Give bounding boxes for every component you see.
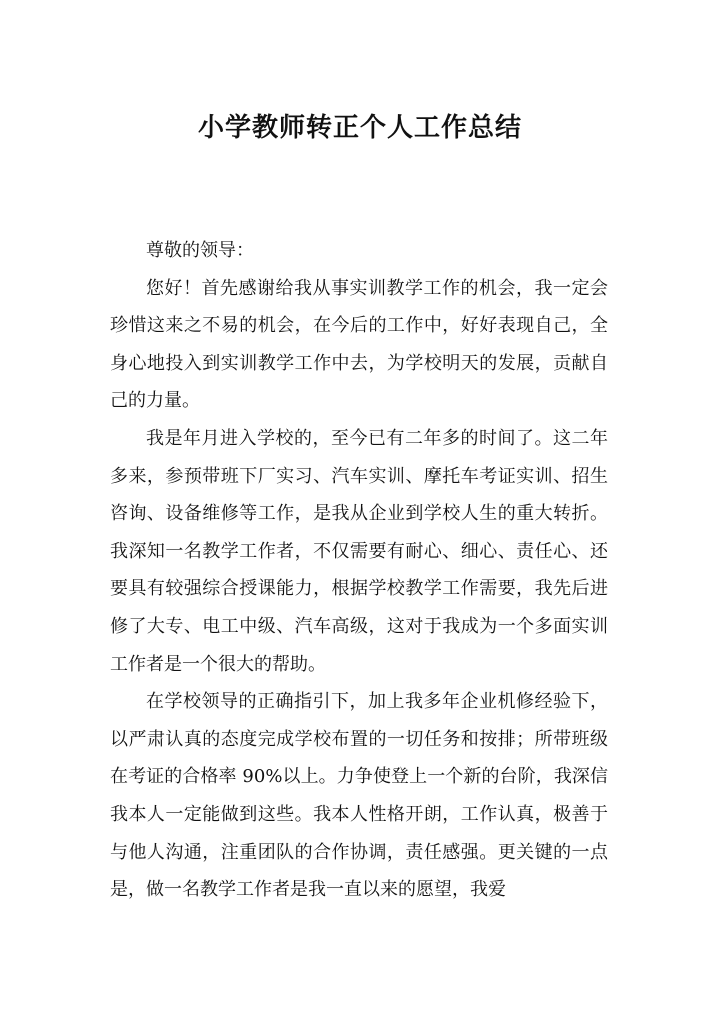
document-title: 小学教师转正个人工作总结 [197,113,522,143]
salutation: 尊敬的领导： [146,240,254,261]
paragraph-2: 我是年月进入学校的，至今已有二年多的时间了。这二年多来，参预带班下厂实习、汽车实训、摩托车考证实训、招生咨询、设备维修等工作，是我从企业到学校人生的重大转折。我深知一名教学工作者，不仅需要有耐心、细心、责任心、还要具有较强综合授课能力，根据学校教学工作需要，我先后进修了大专、电工中级、汽车高级，这对于我成为一个多面实训工作者是一个很大的帮助。 [110,427,608,675]
paragraph-3: 在学校领导的正确指引下，加上我多年企业机修经验下，以严肃认真的态度完成学校布置的一切任务和按排；所带班级在考证的合格率 90%以上。力争使登上一个新的台阶，我深信我本人一定能做到这些。我本人性格开朗，工作认真，极善于与他人沟通，注重团队的合作协调，责任感强。更关键的一点是，做一名教学工作者是我一直以来的愿望，我爱 [110,691,608,901]
document-body [110,232,608,909]
paragraph-1: 您好！首先感谢给我从事实训教学工作的机会，我一定会珍惜这来之不易的机会，在今后的工作中，好好表现自己，全身心地投入到实训教学工作中去，为学校明天的发展，贡献自己的力量。 [110,277,608,412]
